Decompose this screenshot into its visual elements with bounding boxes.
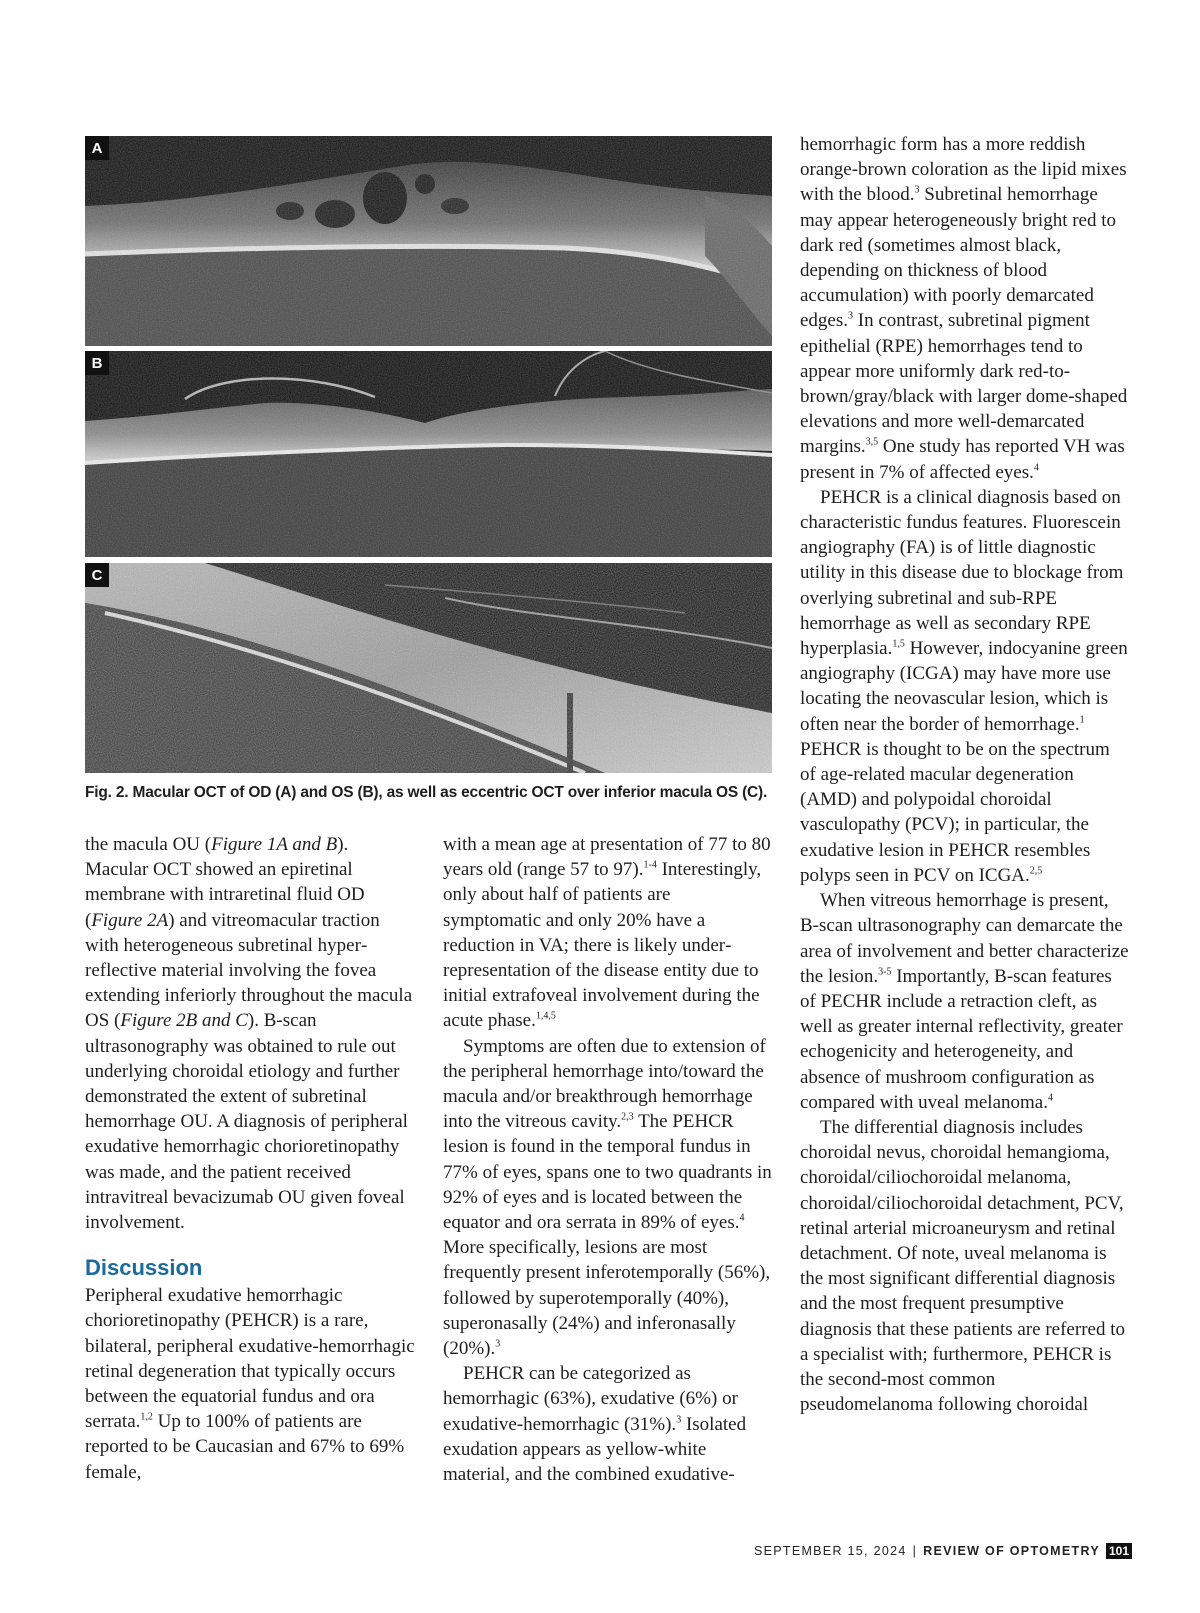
text-column-middle bbox=[443, 832, 773, 1487]
text-run: hemorrhagic form has a more reddish orange-brown coloration as the lipid mixes with the blood. bbox=[800, 134, 1127, 206]
citation: 2,3 bbox=[621, 1111, 634, 1123]
paragraph bbox=[85, 1283, 415, 1485]
citation: 1 bbox=[1079, 714, 1085, 726]
page-number: 101 bbox=[1106, 1543, 1132, 1559]
text-run: PEHCR can be categorized as hemorrhagic (63%), exudative (6%) or exudative-hemorrhagic (31%). bbox=[443, 1363, 738, 1435]
text-column-left bbox=[85, 832, 415, 1485]
citation: 3 bbox=[676, 1414, 682, 1426]
text-run: Importantly, B-scan features of PECHR include a retraction cleft, as well as greater internal reflectivity, greater echogenicity and heterogeneity, and absence of mushroom configuration as compared with uveal melanoma. bbox=[800, 965, 1123, 1113]
oct-panel-a bbox=[85, 136, 772, 346]
text-run: The differential diagnosis includes choroidal nevus, choroidal hemangioma, choroidal/ciliochoroidal melanoma, choroidal/ciliochoroidal detachment, PCV, retinal arterial microaneurysm and retinal detachment. Of note, uveal melanoma is the most significant differential diagnosis and the most frequent presumptive diagnosis that these patients are referred to a specialist with; furthermore, PEHCR is the second-most common pseudomelanoma following choroidal bbox=[800, 1116, 1125, 1416]
citation: 3 bbox=[848, 311, 854, 323]
page-footer bbox=[754, 1543, 1132, 1559]
text-run: More specifically, lesions are most frequently present inferotemporally (56%), followed by superotemporally (40%), superonasally (24%) and inferonasally (20%). bbox=[443, 1237, 771, 1360]
oct-panel-b bbox=[85, 351, 772, 557]
text-run: Isolated exudation appears as yellow-white material, and the combined exudative- bbox=[443, 1413, 747, 1486]
text-run: Subretinal hemorrhage may appear heterogeneously bright red to dark red (sometimes almost black, depending on thickness of blood accumulation) with poorly demarcated edges. bbox=[800, 184, 1117, 332]
paragraph bbox=[800, 1115, 1130, 1417]
section-heading-discussion: Discussion bbox=[85, 1255, 203, 1281]
text-run: The PEHCR lesion is found in the temporal fundus in 77% of eyes, spans one to two quadrants in 92% of eyes and is located between the equator and ora serrata in 89% of eyes. bbox=[443, 1111, 772, 1234]
panel-label-c: C bbox=[85, 563, 109, 587]
publication-name: REVIEW OF OPTOMETRY bbox=[923, 1544, 1100, 1558]
text-run: When vitreous hemorrhage is present, B-scan ultrasonography can demarcate the area of involvement and better characterize the lesion. bbox=[800, 890, 1129, 987]
figure-reference: Figure 2A bbox=[91, 909, 169, 931]
figure-reference: Figure 1A and B bbox=[211, 834, 338, 855]
text-run: the macula OU ( bbox=[85, 834, 212, 855]
oct-image-b bbox=[85, 351, 772, 557]
citation: 3,5 bbox=[865, 437, 879, 449]
citation: 4 bbox=[739, 1212, 745, 1224]
text-run: Up to 100% of patients are reported to be Caucasian and 67% to 69% female, bbox=[85, 1411, 405, 1483]
panel-label-b: B bbox=[85, 351, 109, 375]
oct-image-c bbox=[85, 563, 772, 773]
text-run: Symptoms are often due to extension of the peripheral hemorrhage into/toward the macula and/or breakthrough hemorrhage into the vitreous cavity. bbox=[443, 1035, 766, 1133]
citation: 1,5 bbox=[892, 638, 905, 650]
text-run: One study has reported VH was present in 7% of affected eyes. bbox=[800, 436, 1125, 483]
citation: 4 bbox=[1033, 462, 1039, 474]
paragraph bbox=[800, 888, 1130, 1115]
paragraph bbox=[443, 1361, 773, 1487]
text-run: However, indocyanine green angiography (ICGA) may have more use locating the neovascular lesion, which is often near the border of hemorrhage. bbox=[800, 638, 1128, 735]
citation: 3 bbox=[914, 185, 920, 197]
citation: 4 bbox=[1047, 1092, 1053, 1104]
figure-caption: Fig. 2. Macular OCT of OD (A) and OS (B), as well as eccentric OCT over inferior macula OS (C). bbox=[85, 784, 768, 801]
text-run: In contrast, subretinal pigment epithelial (RPE) hemorrhages tend to appear more uniformly dark red-to-brown/gray/black with larger dome-shaped elevations and more well-demarcated margins. bbox=[800, 310, 1128, 458]
paragraph bbox=[443, 832, 773, 1034]
text-run: PEHCR is a clinical diagnosis based on characteristic fundus features. Fluorescein angiography (FA) is of little diagnostic utility in this disease due to blockage from overlying subretinal and sub-RPE hemorrhage as well as secondary RPE hyperplasia. bbox=[800, 486, 1124, 660]
text-run: with a mean age at presentation of 77 to 80 years old (range 57 to 97). bbox=[443, 834, 771, 881]
citation: 1-4 bbox=[643, 859, 657, 871]
text-run: ) and vitreomacular traction with heterogeneous subretinal hyperreflective material involving the fovea extending inferiorly throughout the macula OS ( bbox=[85, 909, 413, 1032]
footer-separator: | bbox=[912, 1544, 918, 1558]
text-column-right bbox=[800, 132, 1130, 1417]
text-run: Peripheral exudative hemorrhagic chorioretinopathy (PEHCR) is a rare, bilateral, peripheral exudative-hemorrhagic retinal degeneration that typically occurs between the equatorial fundus and ora serrata. bbox=[85, 1285, 415, 1433]
text-run: ). Macular OCT showed an epiretinal membrane with intraretinal fluid OD ( bbox=[85, 834, 365, 931]
oct-image-a bbox=[85, 136, 772, 346]
citation: 1,4,5 bbox=[535, 1011, 556, 1023]
citation: 3 bbox=[495, 1338, 501, 1350]
issue-date: SEPTEMBER 15, 2024 bbox=[753, 1544, 907, 1558]
paragraph bbox=[800, 485, 1130, 888]
citation: 1,2 bbox=[140, 1411, 153, 1423]
paragraph bbox=[800, 132, 1130, 485]
figure-reference: Figure 2B and C bbox=[120, 1010, 248, 1032]
paragraph bbox=[443, 1034, 773, 1362]
citation: 3-5 bbox=[878, 966, 892, 978]
citation: 2,5 bbox=[1029, 865, 1043, 877]
paragraph bbox=[85, 832, 415, 1235]
oct-panel-c bbox=[85, 563, 772, 773]
text-run: Interestingly, only about half of patients are symptomatic and only 20% have a reduction in VA; there is likely underrepresentation of the disease entity due to initial extrafoveal involvement during the acute phase. bbox=[443, 859, 762, 1032]
text-run: ). B-scan ultrasonography was obtained to rule out underlying choroidal etiology and further demonstrated the extent of subretinal hemorrhage OU. A diagnosis of peripheral exudative hemorrhagic chorioretinopathy was made, and the patient received intravitreal bevacizumab OU given foveal involvement. bbox=[85, 1010, 408, 1234]
text-run: PEHCR is thought to be on the spectrum of age-related macular degeneration (AMD) and polypoidal choroidal vasculopathy (PCV); in particular, the exudative lesion in PEHCR resembles polyps seen in PCV on ICGA. bbox=[800, 738, 1110, 886]
panel-label-a: A bbox=[85, 136, 109, 160]
